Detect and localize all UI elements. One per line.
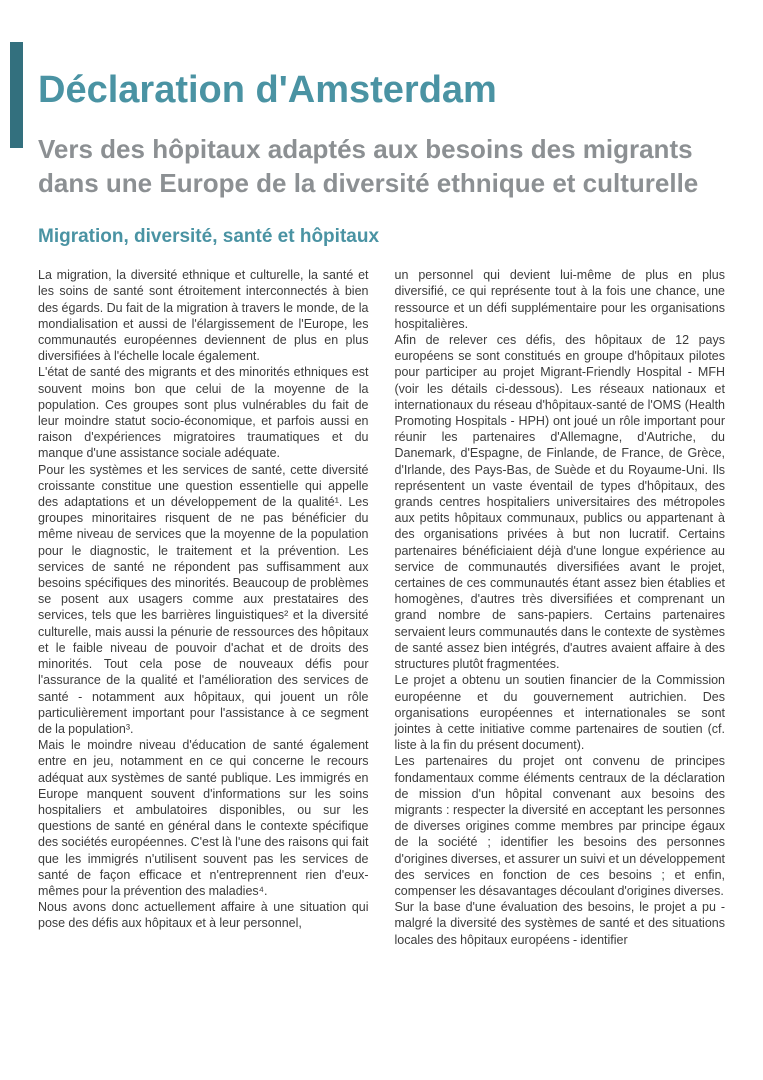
paragraph: Sur la base d'une évaluation des besoins, le projet a pu - malgré la diversité des systèmes de santé et des situations locales des hôpitaux européens - identifier — [394, 900, 725, 947]
body-columns — [38, 267, 725, 948]
paragraph: L'état de santé des migrants et des minorités ethniques est souvent moins bon que celui de la moyenne de la population. Ces groupes sont plus vulnérables du fait de leur moindre statut socio-économique, et parfois aussi en raison d'expériences migratoires traumatiques et du manque d'une assistance sociale adéquate. — [38, 365, 369, 461]
paragraph: Afin de relever ces défis, des hôpitaux de 12 pays européens se sont constitués en groupe d'hôpitaux pilotes pour participer au projet Migrant-Friendly Hospital - MFH (voir les détails ci-dessous). Les réseaux nationaux et internationaux du réseau d'hôpitaux-santé de l'OMS (Health Promoting Hospitals - HPH) ont joué un rôle important pour réunir les partenaires d'Allemagne, d'Autriche, du Danemark, d'Espagne, de Finlande, de France, de Grèce, d'Irlande, des Pays-Bas, de Suède et du Royaume-Uni. Ils représentent un vaste éventail de types d'hôpitaux, des grands centres hospitaliers universitaires des métropoles aux petits hôpitaux communaux, publics ou appartenant à des organisations privées à but non lucratif. Certains partenaires bénéficiaient déjà d'une longue expérience au service de communautés diversifiées avant le projet, certaines de ces communautés étant assez bien établies et homogènes, d'autres très diversifiées et comprenant un grand nombre de sans-papiers. Certains partenaires servaient leurs communautés dans le contexte de systèmes de santé assez bien intégrés, d'autres avaient affaire à des structures plutôt fragmentées. — [394, 333, 725, 672]
paragraph: Pour les systèmes et les services de santé, cette diversité croissante constitue une question essentielle qui appelle des adaptations et un développement de la qualité¹. Les groupes minoritaires risquent de ne pas bénéficier du même niveau de services que la moyenne de la population pour le diagnostic, le traitement et la prévention. Les services de santé ne répondent pas suffisamment aux besoins spécifiques des minorités. Beaucoup de problèmes se posent aux usagers comme aux prestataires des services, tels que les barrières linguistiques² et la diversité culturelle, mais aussi la pénurie de ressources des hôpitaux et le faible niveau de pouvoir d'achat et de droits des minorités. Tout cela pose de nouveaux défis pour l'assurance de la qualité et l'amélioration des services de santé - notamment aux hôpitaux, qui jouent un rôle particulièrement important pour l'assistance à ce segment de la population³. — [38, 462, 369, 736]
page-subtitle: Vers des hôpitaux adaptés aux besoins des migrants dans une Europe de la diversité ethnique et culturelle — [38, 133, 699, 199]
paragraph: La migration, la diversité ethnique et culturelle, la santé et les soins de santé sont étroitement interconnectés à bien des égards. Du fait de la migration à travers le monde, de la mondialisation et aussi de l'élargissement de l'Europe, les communautés européennes deviennent de plus en plus diversifiées à l'échelle locale également. — [38, 268, 369, 364]
paragraph: Nous avons donc actuellement affaire à une situation qui pose des défis aux hôpitaux et à leur personnel, — [38, 900, 369, 931]
paragraph: un personnel qui devient lui-même de plus en plus diversifié, ce qui représente tout à la fois une chance, une ressource et un défi supplémentaire pour les organisations hospitalières. — [394, 268, 725, 331]
page-title: Déclaration d'Amsterdam — [38, 69, 497, 111]
paragraph: Mais le moindre niveau d'éducation de santé également entre en jeu, notamment en ce qui concerne le recours adéquat aux systèmes de santé publique. Les immigrés en Europe manquent souvent d'informations sur les soins hospitaliers et ambulatoires disponibles, ou sur les questions de santé en général dans le contexte spécifique des sociétés européennes. C'est là l'une des raisons qui fait que les immigrés n'utilisent souvent pas les services de santé de façon efficace et n'entreprennent rien d'eux-mêmes pour la prévention des maladies⁴. — [38, 738, 369, 898]
paragraph: Le projet a obtenu un soutien financier de la Commission européenne et du gouvernement autrichien. Des organisations européennes et internationales se sont jointes à cette initiative comme partenaires de soutien (cf. liste à la fin du présent document). — [394, 673, 725, 753]
body-column-left — [38, 267, 369, 948]
accent-bar — [10, 42, 23, 148]
paragraph: Les partenaires du projet ont convenu de principes fondamentaux comme éléments centraux de la déclaration de mission d'un hôpital convenant aux besoins des migrants : respecter la diversité en acceptant les personnes de diverses origines comme membres par principe égaux de la société ; identifier les besoins des personnes d'origines diverses, et assurer un suivi et un développement des services en fonction de ces besoins ; et enfin, compenser les désavantages découlant d'origines diverses. — [394, 754, 725, 898]
section-heading: Migration, diversité, santé et hôpitaux — [38, 226, 380, 248]
body-column-right — [395, 267, 726, 948]
